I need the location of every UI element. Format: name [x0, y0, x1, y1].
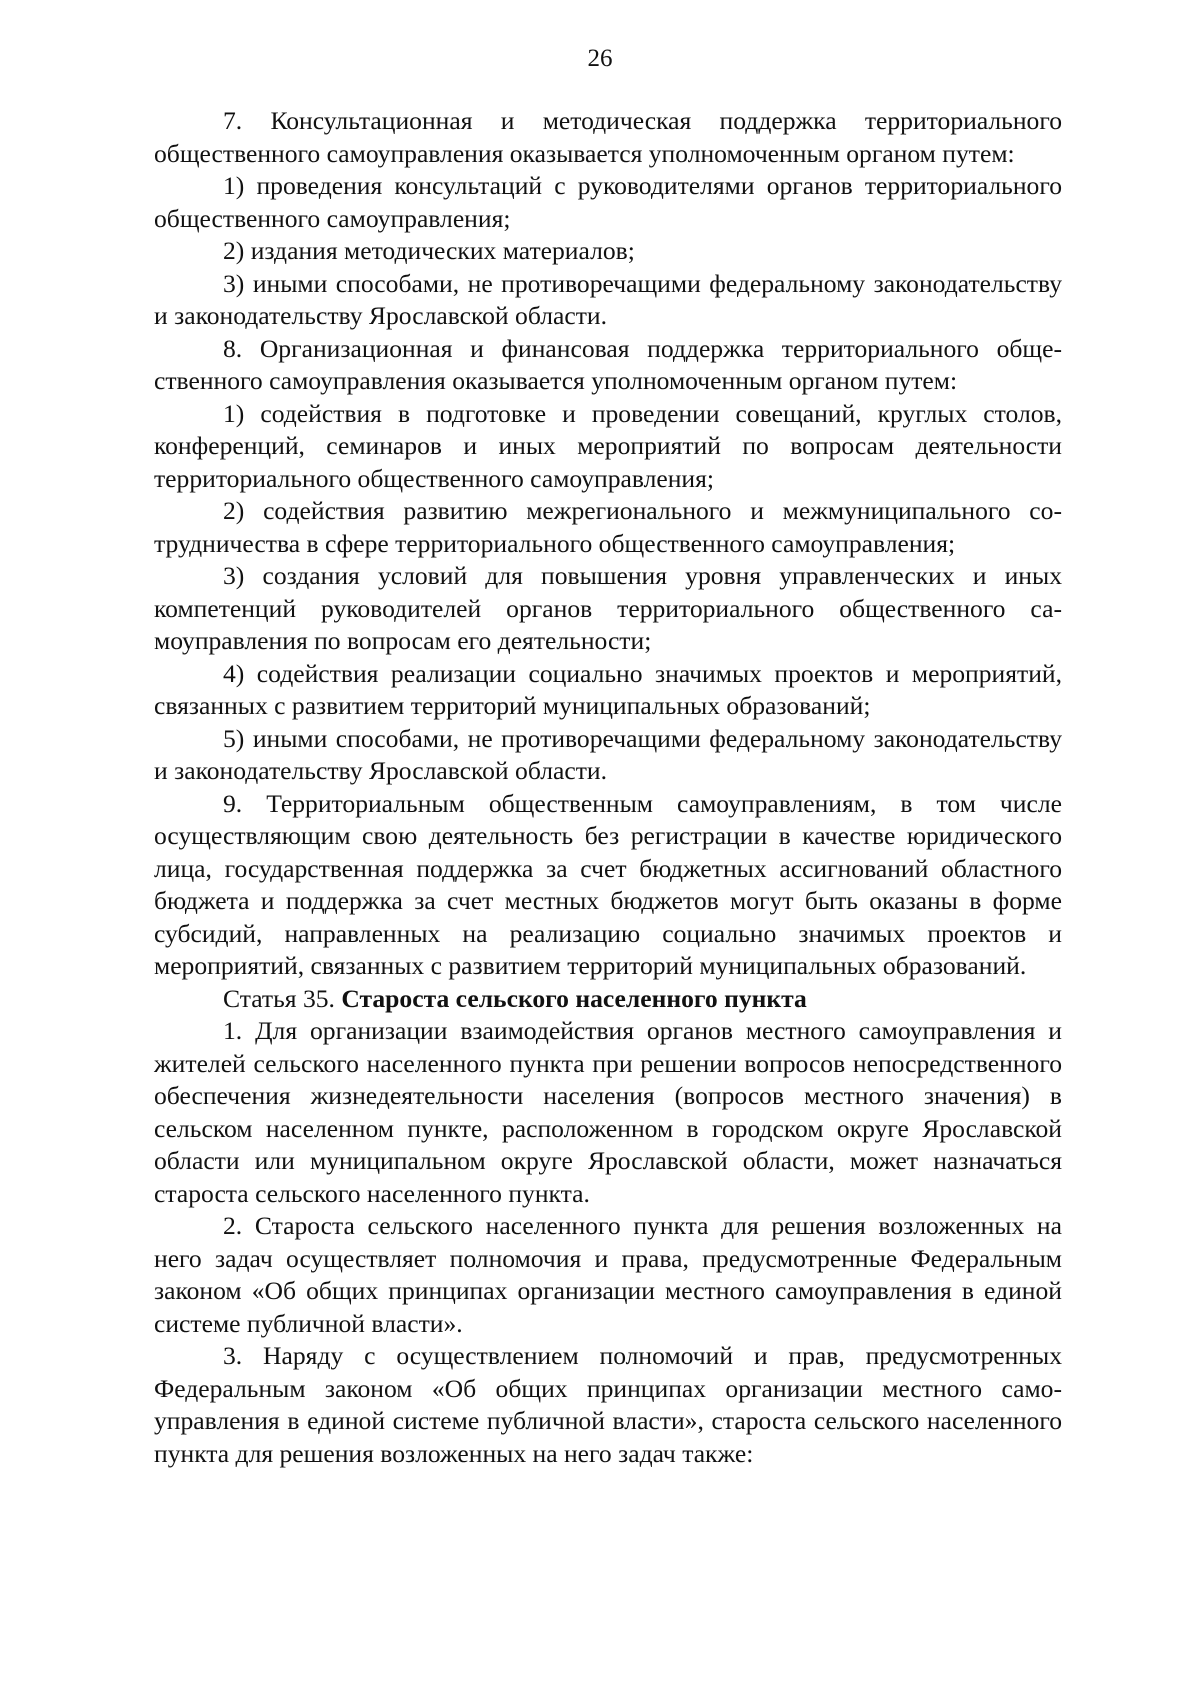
article-prefix: Статья 35.: [223, 983, 335, 1013]
paragraph-9: 9. Территориальным общественным самоуправлениям, в том числе осуществляющим свою деятельность без регистрации в качестве юридического лица, государственная поддержка за счет бюджетных ассигнований областного бюджета и поддержка за счет местных бюджетов могут быть оказаны в форме субсидий, направленных на реализацию социально значимых проектов и мероприятий, связанных с развитием территорий муниципальных образований.: [154, 788, 1062, 980]
article-heading: [154, 983, 1062, 1016]
page-number: 26: [587, 45, 613, 72]
article-paragraph-2: 2. Староста сельского населенного пункта для решения возложенных на него задач осуществляет полномочия и права, предусмотренные Федеральным законом «Об общих принципах организации местного самоуправления в единой системе публичной власти».: [154, 1211, 1062, 1338]
paragraph-7-item-2: 2) издания методических материалов;: [223, 236, 635, 265]
paragraph-8-item-2: 2) содействия развитию межрегионального и межмуниципального сотрудничества в сфере территориального общественного самоуправления;: [154, 496, 1062, 558]
article-title: Староста сельского населенного пункта: [341, 983, 807, 1013]
paragraph-8-item-5: 5) иными способами, не противоречащими федеральному законодательству и законодательству Ярославской области.: [154, 723, 1062, 785]
paragraph-7-item-1: 1) проведения консультаций с руководителями органов территориального общественного самоуправления;: [154, 171, 1062, 233]
paragraph-8-item-3: 3) создания условий для повышения уровня управленческих и иных компетенций руководителей органов территориального общественного самоуправления по вопросам его деятельности;: [154, 561, 1062, 655]
article-paragraph-1: 1. Для организации взаимодействия органов местного самоуправления и жителей сельского населенного пункта при решении вопросов непосредственного обеспечения жизнедеятельности населения (вопросов местного значения) в сельском населенном пункте, расположенном в городском округе Ярославской области или муниципальном округе Ярославской области, может назначаться староста сельского населенного пункта.: [154, 1016, 1062, 1208]
paragraph-8: 8. Организационная и финансовая поддержка территориального общественного самоуправления оказывается уполномоченным органом путем:: [154, 333, 1062, 395]
paragraph-7-item-3: 3) иными способами, не противоречащими федеральному законодательству и законодательству Ярославской области.: [154, 268, 1062, 330]
article-paragraph-3: 3. Наряду с осуществлением полномочий и прав, предусмотренных Федеральным законом «Об общих принципах организации местного самоуправления в единой системе публичной власти», староста сельского населенного пункта для решения возложенных на него задач также:: [154, 1341, 1062, 1468]
paragraph-8-item-4: 4) содействия реализации социально значимых проектов и мероприятий, связанных с развитием территорий муниципальных образований;: [154, 658, 1062, 720]
document-body: [154, 105, 1062, 1470]
paragraph-8-item-1: 1) содействия в подготовке и проведении совещаний, круглых столов, конференций, семинаров и иных мероприятий по вопросам деятельности территориального общественного самоуправления;: [154, 398, 1062, 493]
paragraph-7: 7. Консультационная и методическая поддержка территориального общественного самоуправления оказывается уполномоченным органом путем:: [154, 106, 1062, 168]
